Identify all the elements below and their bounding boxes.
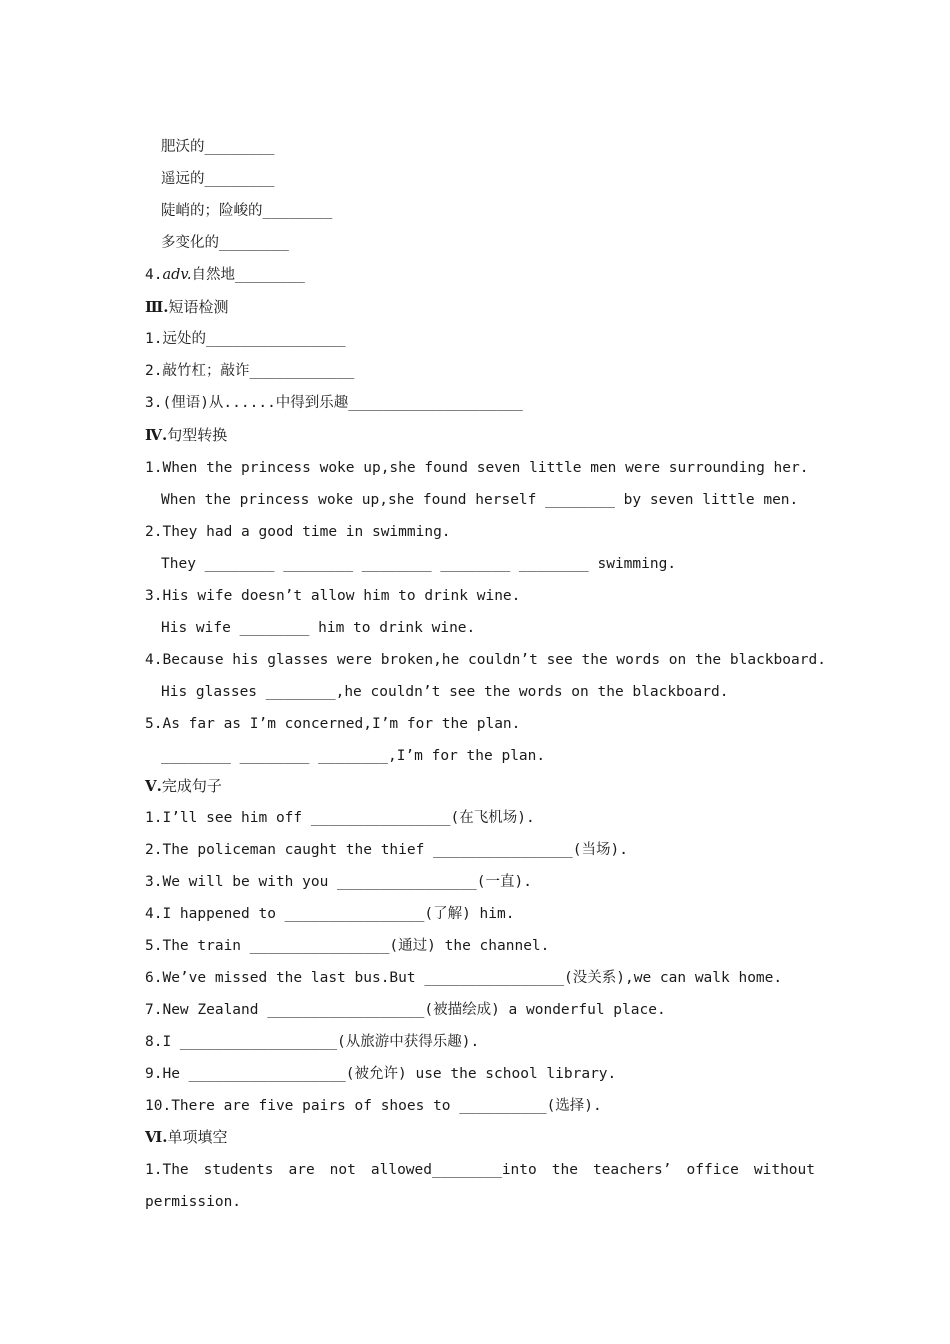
vocab-item: 遥远的________ [161,171,275,187]
complete-item: 8.I __________________(从旅游中获得乐趣). [145,1034,480,1050]
vocab-item: 多变化的________ [161,235,289,251]
complete-item: 7.New Zealand __________________(被描绘成) a wonderful place. [145,1002,666,1018]
complete-item: 1.I’ll see him off ________________(在飞机场). [145,810,535,826]
transform-answer: ________ ________ ________,I’m for the plan. [161,748,546,764]
roman-numeral: Ⅴ. [145,777,162,795]
vocab-item: 肥沃的________ [161,139,275,155]
transform-question: 5.As far as I’m concerned,I’m for the plan. [145,716,521,732]
section-heading-phrases [145,291,815,323]
complete-item: 2.The policeman caught the thief ________________(当场). [145,842,628,858]
transform-answer: When the princess woke up,she found herself ________ by seven little men. [161,492,799,508]
choice-question-line: 1.The students are not allowed________into the teachers’ office without [145,1162,815,1178]
choice-question-line: permission. [145,1194,242,1210]
section-heading-transform [145,419,815,451]
section-heading-complete [145,770,815,802]
complete-item: 9.He __________________(被允许) use the school library. [145,1066,617,1082]
phrase-item: 2.敲竹杠；敲诈____________ [145,363,355,379]
part-of-speech-label: adv. [162,267,192,283]
complete-item: 4.I happened to ________________(了解) him. [145,906,515,922]
transform-question: 2.They had a good time in swimming. [145,524,451,540]
vocab-adv-item [145,259,815,291]
complete-item: 3.We will be with you ________________(一直). [145,874,532,890]
transform-question: 1.When the princess woke up,she found seven little men were surrounding her. [145,460,809,476]
complete-item: 10.There are five pairs of shoes to __________(选择). [145,1098,602,1114]
item-number: 4. [145,267,163,283]
transform-answer: His wife ________ him to drink wine. [161,620,476,636]
complete-item: 6.We’ve missed the last bus.But ________________(没关系),we can walk home. [145,970,783,986]
roman-numeral: Ⅳ. [145,426,168,444]
section-title: 单项填空 [167,1128,228,1146]
section-title: 完成句子 [161,777,222,795]
transform-question: 4.Because his glasses were broken,he couldn’t see the words on the blackboard. [145,652,826,668]
phrase-item: 3.(俚语)从......中得到乐趣____________________ [145,395,523,411]
section-title: 句型转换 [167,426,228,444]
transform-question: 3.His wife doesn’t allow him to drink wine. [145,588,521,604]
roman-numeral: Ⅵ. [145,1128,168,1146]
complete-item: 5.The train ________________(通过) the channel. [145,938,550,954]
vocab-item: 陡峭的；险峻的________ [161,203,333,219]
section-title: 短语检测 [168,298,229,316]
transform-answer: They ________ ________ ________ ________ ________ swimming. [161,556,677,572]
transform-answer: His glasses ________,he couldn’t see the words on the blackboard. [161,684,729,700]
roman-numeral: Ⅲ. [145,298,169,316]
phrase-item: 1.远处的________________ [145,331,346,347]
item-text: 自然地________ [191,267,305,283]
section-heading-choice [145,1121,815,1153]
